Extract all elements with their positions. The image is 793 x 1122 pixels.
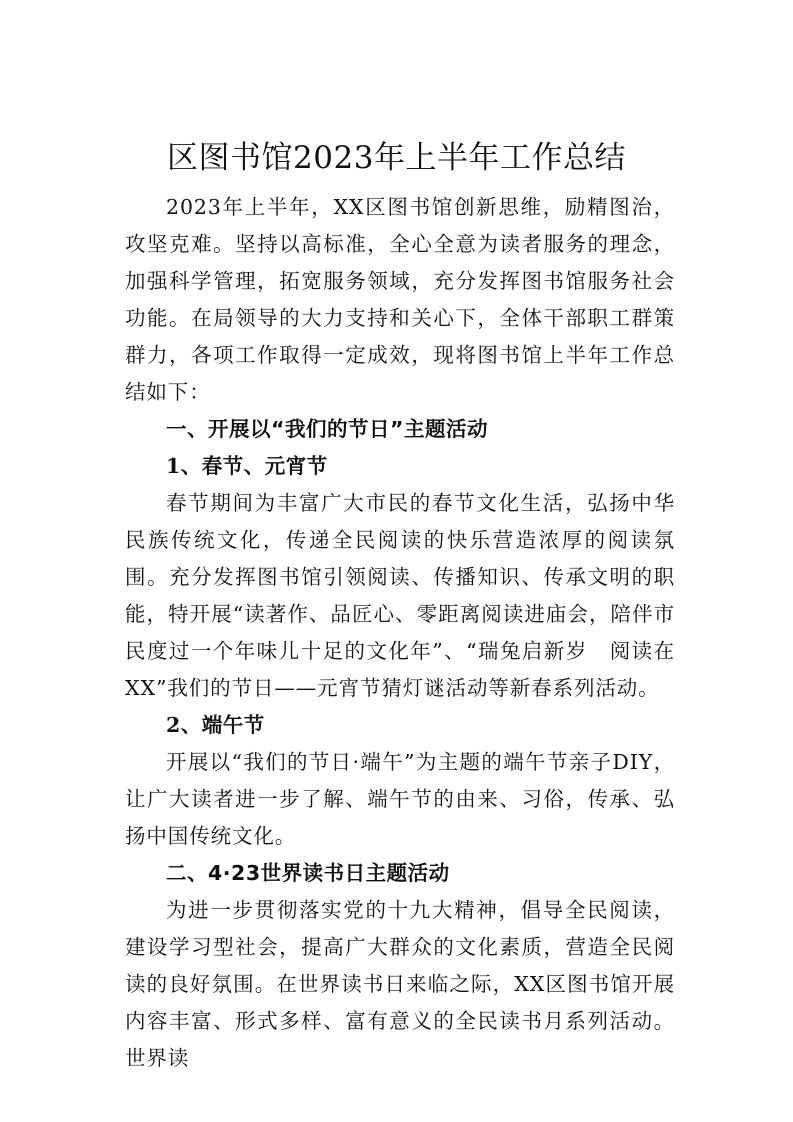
section-1-sub-2-heading: 2、端午节 — [166, 713, 265, 737]
section-1-heading: 一、开展以“我们的节日”主题活动 — [166, 417, 488, 441]
document-body — [125, 189, 675, 1077]
section-2-paragraph: 为进一步贯彻落实党的十九大精神，倡导全民阅读，建设学习型社会，提高广大群众的文化素质，营造全民阅读的良好氛围。在世界读书日来临之际，XX区图书馆开展内容丰富、形式多样、富有意义的全民读书月系列活动。世界读 — [125, 898, 675, 1070]
section-1-sub-2-paragraph: 开展以“我们的节日·端午”为主题的端午节亲子DIY，让广大读者进一步了解、端午节的由来、习俗，传承、弘扬中国传统文化。 — [125, 750, 675, 848]
section-1-sub-1-heading: 1、春节、元宵节 — [166, 454, 328, 478]
section-2-heading: 二、4·23世界读书日主题活动 — [166, 861, 450, 885]
section-1-sub-1-paragraph: 春节期间为丰富广大市民的春节文化生活，弘扬中华民族传统文化，传递全民阅读的快乐营造浓厚的阅读氛围。充分发挥图书馆引领阅读、传播知识、传承文明的职能，特开展“读著作、品匠心、零距离阅读进庙会，陪伴市民度过一个年味儿十足的文化年”、“瑞兔启新岁 阅读在XX”我们的节日——元宵节猜灯谜活动等新春系列活动。 — [125, 491, 675, 700]
document-title: 区图书馆2023年上半年工作总结 — [167, 140, 626, 176]
intro-paragraph: 2023年上半年，XX区图书馆创新思维，励精图治，攻坚克难。坚持以高标准，全心全意为读者服务的理念，加强科学管理，拓宽服务领域，充分发挥图书馆服务社会功能。在局领导的大力支持和关心下，全体干部职工群策群力，各项工作取得一定成效，现将图书馆上半年工作总结如下： — [125, 195, 675, 404]
